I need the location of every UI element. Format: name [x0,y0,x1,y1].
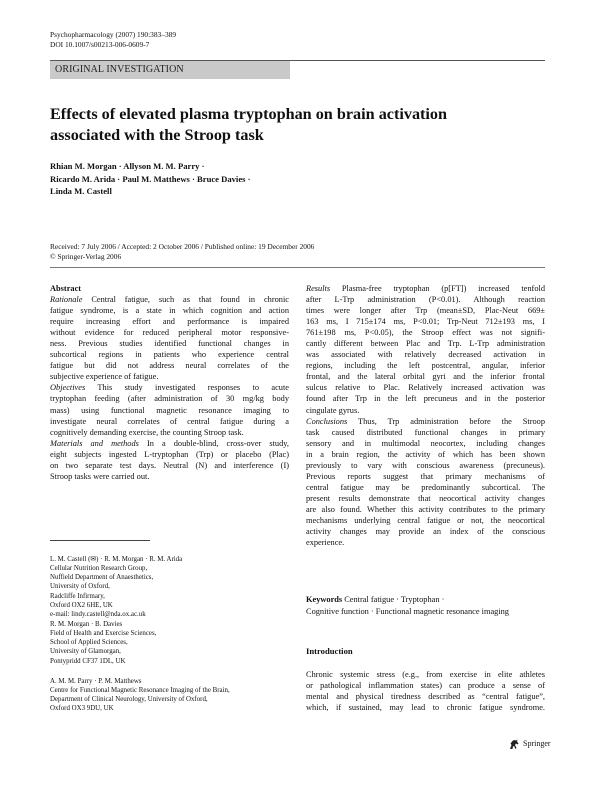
journal-citation [50,30,176,50]
conclusions-label: Conclusions [306,416,348,426]
affiliation-line: Cellular Nutrition Research Group, [50,565,148,573]
affiliation-line: University of Oxford, [50,583,110,591]
results-line: sulcus relative to Plac. Relatively increased activation was [306,383,545,393]
methods-label: Materials and methods [50,438,139,448]
header-rule [50,267,545,268]
rationale-line: subcortical regions in patients who experience central [50,350,289,360]
intro-line: Chronic systemic stress (e.g., from exercise in elite athletes [306,670,545,679]
intro-line: mental and physical tiredness described as “central fatigue”, [306,692,545,702]
title-line-1: Effects of elevated plasma tryptophan on brain activation [50,105,448,123]
rationale-label: Rationale [50,295,83,305]
authors-line-1: Rhian M. Morgan · Allyson M. M. Parry · [50,161,205,171]
affiliation-line: Oxford OX2 6HE, UK [50,601,113,609]
introduction-heading: Introduction [306,646,353,656]
journal-line: Psychopharmacology (2007) 190:383–389 [50,30,177,39]
publisher-name: Springer [523,739,551,748]
affiliation-block [50,620,290,666]
results-line: found after Trp in the left precuneus and in the posterior [306,394,545,404]
affiliation-line: Nuffield Department of Anaesthetics, [50,574,154,582]
keywords-line-1: Keywords Central fatigue · Tryptophan · [306,595,445,604]
section-label: ORIGINAL INVESTIGATION [50,61,290,79]
keywords [306,594,545,617]
results-line: after L-Trp administration (P<0.01). Although reaction [306,295,545,305]
conclusions-line: Conclusions Thus, Trp administration before the Stroop [306,416,545,426]
conclusions-line: task caused distributed functional changes in primary [306,427,545,437]
methods-line: Materials and methods In a double-blind, cross-over study, [50,438,289,448]
objectives-line: Objectives This study investigated responses to acute [50,383,289,393]
affiliation-line: Department of Clinical Neurology, University of Oxford, [50,696,208,704]
results-label: Results [306,284,331,293]
publication-dates [50,242,545,262]
affiliation-authors: A. M. M. Parry · P. M. Matthews [50,678,142,685]
affiliation-line: School of Applied Sciences, [50,639,128,647]
affiliation-authors: R. M. Morgan · B. Davies [50,621,123,628]
results-line: times were longer after Trp (mean±SD, Plac-Neut 669± [306,306,545,316]
authors-line-3: Linda M. Castell [50,186,112,197]
conclusions-line: are also found. Whether this activity contributes to the primary [306,504,545,514]
results-line: 761±198 ms, P<0.05), the Stroop effect was not signifi- [306,328,545,338]
conclusions-line: activity changes may provide an index of the conscious [306,527,545,537]
results-line: cingulate gyrus. [306,405,360,415]
conclusions-line: in a brain region, the activity of which has been shown [306,449,545,459]
methods-line: Stroop tasks were carried out. [50,471,150,481]
dates-line: Received: 7 July 2006 / Accepted: 2 October 2006 / Published online: 19 December 2006 [50,242,315,251]
abstract-heading: Abstract [50,284,82,293]
conclusions-line: experience. [306,538,345,548]
objectives-label: Objectives [50,383,86,393]
affiliation-block [50,677,290,714]
keywords-line-2: Cognitive function · Functional magnetic resonance imaging [306,606,509,616]
conclusions-line: Previous reports suggest that primary mechanisms of [306,471,545,481]
results-line: frontal, and the lateral orbital gyri and the inferior frontal [306,372,545,382]
keywords-label: Keywords [306,595,343,604]
results-line: Results Plasma-free tryptophan (p[FT]) increased tenfold [306,284,545,293]
conclusions-line: sensory and in multimodal neocortex, including changes [306,438,545,448]
affiliation-email[interactable]: e-mail: lindy.castell@nda.ox.ac.uk [50,610,146,618]
objectives-line: cognitively demanding exercise, the counting Stroop task. [50,427,244,437]
abstract-left-column [50,283,289,482]
rationale-line: fatigue but did not address neural correlates of the [50,361,289,371]
affiliation-line: Oxford OX3 9DU, UK [50,705,114,713]
intro-line: which, if sustained, may lead to chronic fatigue syndrome. [306,703,545,713]
results-line: was associated with relatively decreased activation in [306,350,545,360]
rationale-line: without evidence for reduced peripheral motor responsive- [50,328,289,338]
article-title [50,104,545,146]
affiliation-line: University of Glamorgan, [50,648,121,656]
rationale-line: subjective experience of fatigue. [50,372,159,382]
introduction-text [306,669,545,713]
doi-line: DOI 10.1007/s00213-006-0609-7 [50,40,150,49]
springer-horse-icon [508,739,520,750]
methods-line: on two separate test days. Neutral (N) and interference (I) [50,460,289,470]
intro-line: or pathological inflammation states) can produce a sense of [306,681,545,691]
copyright-line: © Springer-Verlag 2006 [50,252,122,261]
abstract-right-column [306,283,545,548]
objectives-line: tryptophan feeding (after administration of 30 mg/kg body [50,394,289,404]
results-line: regions, including the left postcentral, angular, inferior [306,361,545,371]
affiliation-rule [50,540,150,541]
results-line: 163 ms, I 715±174 ms, P<0.01; Trp-Neut 712±193 ms, I [306,317,545,327]
rationale-line: require increasing effort and performance is impaired [50,317,289,327]
affiliation-line: Field of Health and Exercise Sciences, [50,630,157,638]
results-line: cantly different between Plac and Trp. L-Trp administration [306,339,545,349]
conclusions-line: central fatigue may be predominantly subcortical. The [306,482,545,492]
springer-logo [508,738,551,750]
title-line-2: associated with the Stroop task [50,126,264,144]
authors-line-2: Ricardo M. Arida · Paul M. Matthews · Bruce Davies · [50,173,251,184]
conclusions-line: previously to vary with conscious awareness (precuneus). [306,460,545,470]
objectives-line: investigate neural correlates of central fatigue during a [50,416,289,426]
rationale-line: ness. Previous studies identified functional changes in [50,339,289,349]
rationale-line: Rationale Central fatigue, such as that found in chronic [50,295,289,305]
rationale-line: fatigue syndrome, is a state in which cognition and action [50,306,289,316]
affiliation-block [50,555,290,619]
conclusions-line: present results demonstrate that neocortical activity changes [306,493,545,503]
author-list [50,160,350,198]
affiliation-authors: L. M. Castell (✉) · R. M. Morgan · R. M. Arida [50,556,183,563]
methods-line: eight subjects ingested L-tryptophan (Trp) or placebo (Plac) [50,449,289,459]
affiliation-line: Pontypridd CF37 1DL, UK [50,657,126,665]
affiliation-line: Centre for Functional Magnetic Resonance Imaging of the Brain, [50,687,230,695]
objectives-line: mass) using functional magnetic resonance imaging to [50,405,289,415]
conclusions-line: mechanisms underlying central fatigue or not, the neocortical [306,515,545,525]
affiliation-line: Radcliffe Infirmary, [50,592,105,600]
